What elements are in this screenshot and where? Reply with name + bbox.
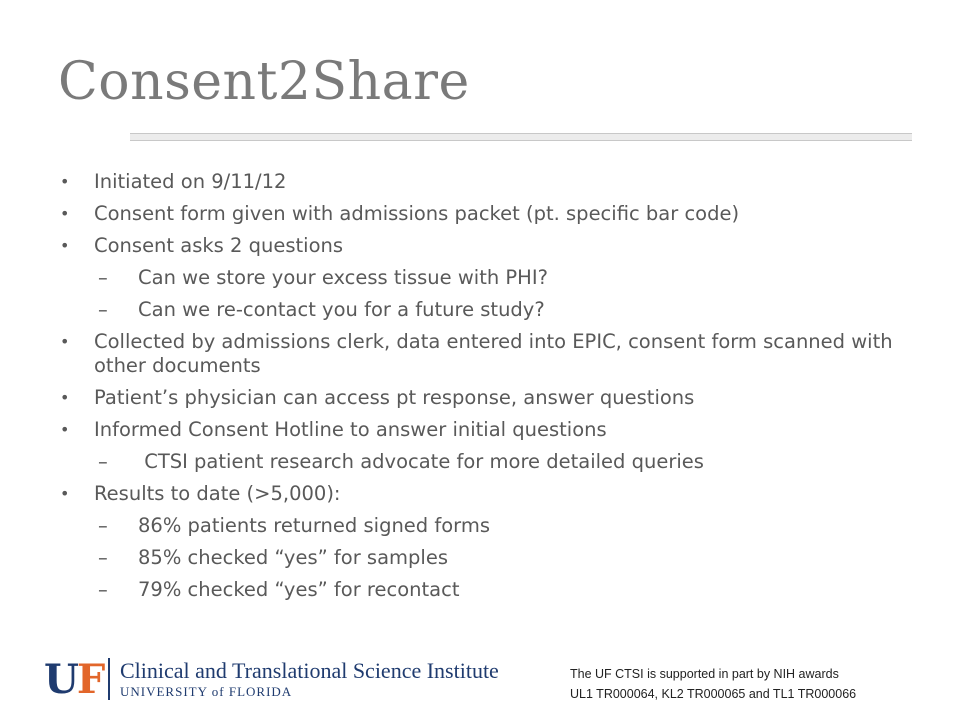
- title-divider: [130, 133, 912, 141]
- bullet-item: [60, 170, 910, 194]
- uf-ctsi-logo: [40, 652, 540, 708]
- bullet-marker: •: [60, 388, 70, 407]
- uf-logo-u: U: [44, 656, 77, 703]
- sub-bullet-item: [60, 546, 910, 570]
- bullet-item: [60, 386, 910, 410]
- sub-bullet-text: CTSI patient research advocate for more detailed queries: [138, 450, 704, 473]
- bullet-text: Initiated on 9/11/12: [94, 170, 287, 193]
- dash-marker: –: [98, 578, 108, 601]
- university-name: UNIVERSITY of FLORIDA: [120, 684, 293, 699]
- bullet-text: Patient’s physician can access pt response, answer questions: [94, 386, 695, 409]
- bullet-item: [60, 482, 910, 506]
- sub-bullet-item: [60, 514, 910, 538]
- dash-marker: –: [98, 266, 108, 289]
- sub-bullet-text: Can we re-contact you for a future study?: [138, 298, 545, 321]
- slide-title: Consent2Share: [58, 52, 470, 112]
- bullet-item: [60, 234, 910, 258]
- bullet-marker: •: [60, 420, 70, 439]
- bullet-marker: •: [60, 236, 70, 255]
- uf-logo-mark: [44, 656, 104, 703]
- slide-body: [60, 170, 910, 610]
- funding-note: [570, 664, 930, 704]
- sub-bullet-item: [60, 578, 910, 602]
- bullet-marker: •: [60, 332, 70, 351]
- sub-bullet-text: 85% checked “yes” for samples: [138, 546, 448, 569]
- funding-note-line: The UF CTSI is supported in part by NIH awards: [570, 667, 839, 681]
- logo-divider: [108, 658, 110, 700]
- bullet-marker: •: [60, 172, 70, 191]
- bullet-text: Results to date (>5,000):: [94, 482, 341, 505]
- sub-bullet-item: [60, 266, 910, 290]
- dash-marker: –: [98, 298, 108, 321]
- sub-bullet-text: 86% patients returned signed forms: [138, 514, 490, 537]
- bullet-item: [60, 202, 910, 226]
- dash-marker: –: [98, 450, 108, 473]
- bullet-text: Collected by admissions clerk, data entered into EPIC, consent form scanned with other documents: [94, 330, 893, 377]
- sub-bullet-item: [60, 298, 910, 322]
- dash-marker: –: [98, 514, 108, 537]
- funding-note-line: UL1 TR000064, KL2 TR000065 and TL1 TR000066: [570, 687, 857, 701]
- bullet-marker: •: [60, 204, 70, 223]
- bullet-text: Consent form given with admissions packet (pt. specific bar code): [94, 202, 740, 225]
- bullet-item: [60, 418, 910, 442]
- sub-bullet-item: [60, 450, 910, 474]
- uf-logo-f: F: [76, 656, 104, 703]
- institute-name: Clinical and Translational Science Institute: [120, 658, 499, 683]
- dash-marker: –: [98, 546, 108, 569]
- bullet-text: Consent asks 2 questions: [94, 234, 344, 257]
- sub-bullet-text: Can we store your excess tissue with PHI?: [138, 266, 548, 289]
- bullet-marker: •: [60, 484, 70, 503]
- bullet-item: [60, 330, 910, 378]
- bullet-text: Informed Consent Hotline to answer initial questions: [94, 418, 607, 441]
- sub-bullet-text: 79% checked “yes” for recontact: [138, 578, 460, 601]
